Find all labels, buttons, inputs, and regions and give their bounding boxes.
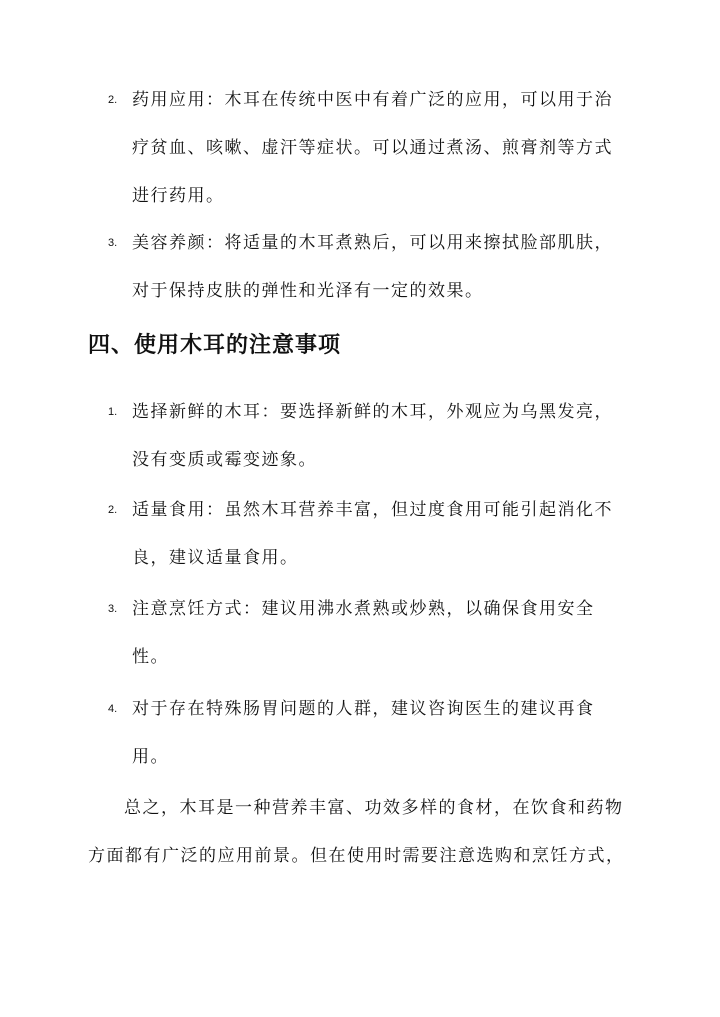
- list-number: 3.: [108, 237, 118, 249]
- list-item-text: 对于存在特殊肠胃问题的人群，建议咨询医生的建议再食用。: [132, 699, 595, 767]
- list-number: 2.: [108, 504, 118, 516]
- list-item-choose-fresh: [108, 388, 628, 484]
- list-item-text: 适量食用：虽然木耳营养丰富，但过度食用可能引起消化不良，建议适量食用。: [132, 500, 613, 568]
- list-item-cooking-method: [108, 585, 628, 681]
- list-item-moderate-eating: [108, 486, 628, 582]
- section-heading: 四、使用木耳的注意事项: [88, 333, 342, 358]
- list-number: 3.: [108, 603, 118, 615]
- list-number: 2.: [108, 94, 118, 106]
- list-item-text: 药用应用：木耳在传统中医中有着广泛的应用，可以用于治疗贫血、咳嗽、虚汗等症状。可以通过煮汤、煎膏剂等方式进行药用。: [132, 90, 613, 206]
- list-item-medicinal-use: [108, 76, 628, 220]
- list-item-beauty: [108, 219, 628, 315]
- list-number: 1.: [108, 406, 118, 418]
- list-item-text: 注意烹饪方式：建议用沸水煮熟或炒熟，以确保食用安全性。: [132, 599, 595, 667]
- list-item-text: 选择新鲜的木耳：要选择新鲜的木耳，外观应为乌黑发亮，没有变质或霉变迹象。: [132, 402, 613, 470]
- list-item-text: 美容养颜：将适量的木耳煮熟后，可以用来擦拭脸部肌肤，对于保持皮肤的弹性和光泽有一定的效果。: [132, 233, 613, 301]
- list-number: 4.: [108, 703, 118, 715]
- summary-paragraph: 总之，木耳是一种营养丰富、功效多样的食材，在饮食和药物方面都有广泛的应用前景。但在使用时需要注意选购和烹饪方式，: [88, 798, 625, 866]
- list-item-stomach-issues: [108, 685, 628, 781]
